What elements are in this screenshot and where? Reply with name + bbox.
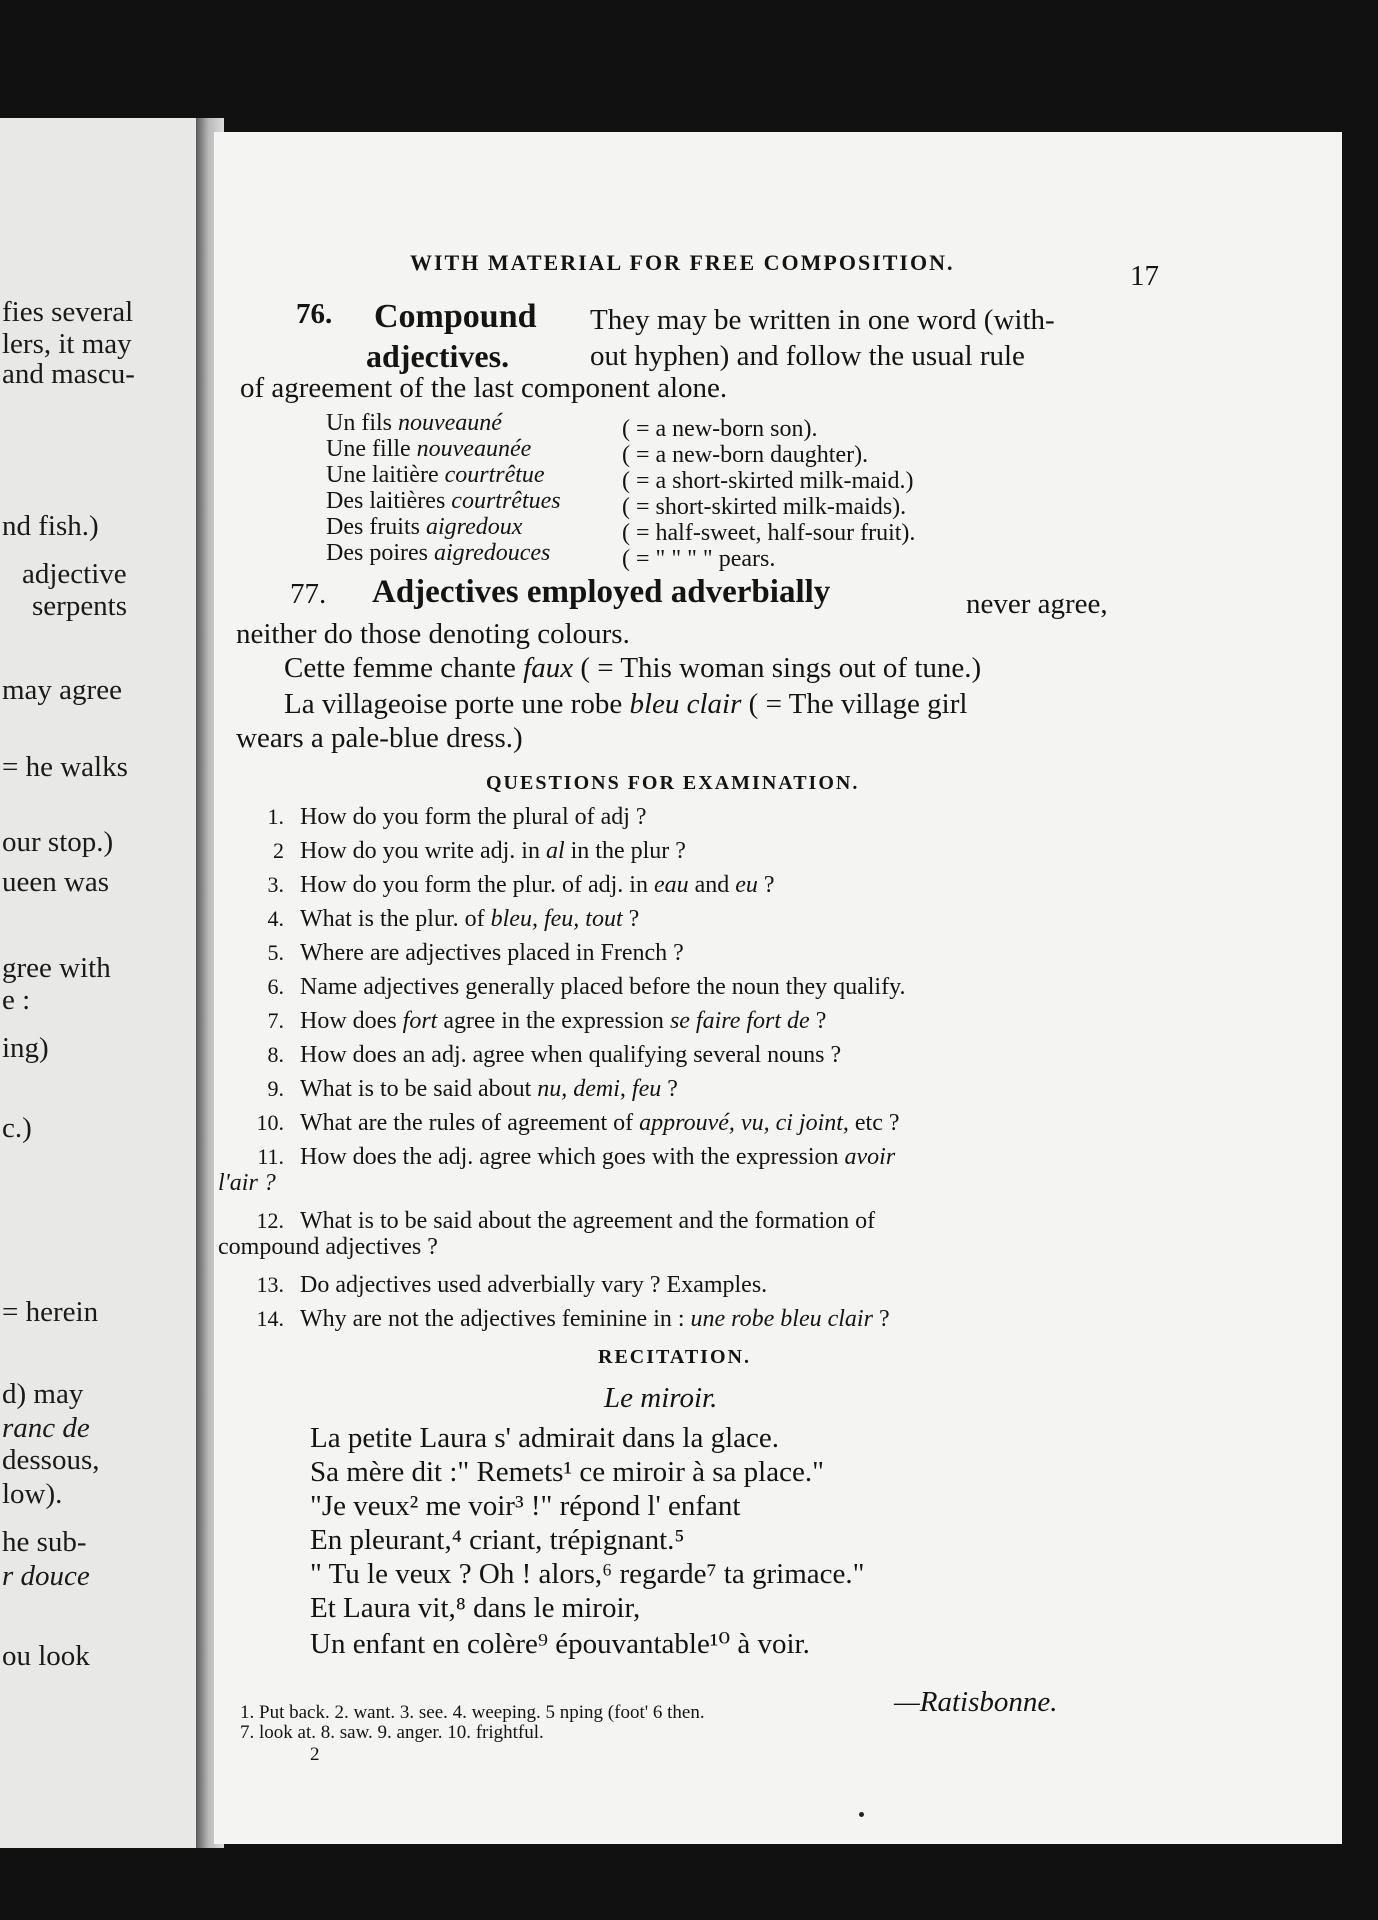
example-translation: ( = a new-born daughter). [622,442,869,468]
question-text: How does [300,1008,403,1034]
example-translation: ( = a new-born son). [622,416,818,442]
example-row: Une fille nouveaunée [326,436,532,462]
section-76-text: They may be written in one word (with- [590,304,1055,336]
question-number: 1. [267,804,284,829]
question-item [234,906,639,933]
running-title: WITH MATERIAL FOR FREE COMPOSITION. [410,250,955,275]
page-number: 17 [1130,260,1159,292]
question-text: in the plur ? [564,838,686,864]
question-text: and [688,872,736,898]
example-row: Une laitière courtrêtue [326,462,545,488]
question-item [234,974,906,1001]
question-text: avoir [844,1144,896,1170]
question-text: eau [653,872,689,898]
question-item [234,1208,875,1235]
poem-line: Un enfant en colère⁹ épouvantable¹⁰ à voir. [310,1628,810,1660]
ink-speck [859,1812,864,1817]
question-text: ? [661,1076,678,1102]
question-number: 13. [256,1272,284,1297]
question-item [234,940,684,967]
section-77-text: neither do those denoting colours. [236,618,630,650]
left-fragment: ueen was [2,866,110,898]
question-number: 2 [273,838,284,863]
example-translation: ( = a short-skirted milk-maid.) [622,468,914,494]
left-fragment: adjective [22,558,127,590]
question-number: 11. [257,1144,284,1169]
left-fragment: serpents [32,590,128,622]
left-fragment: dessous, [2,1444,100,1476]
question-number: 7. [267,1008,284,1033]
question-number: 14. [256,1306,284,1331]
left-fragment: our stop.) [2,826,114,858]
question-text: Do adjectives used adverbially vary ? Examples. [300,1272,768,1298]
question-text: al [545,838,565,864]
question-number: 6. [267,974,284,999]
question-item [234,1110,900,1137]
poem-line: Sa mère dit :" Remets¹ ce miroir à sa place." [310,1456,824,1488]
left-page-fragment [0,118,202,1848]
question-text: How does the adj. agree which goes with the expression [300,1144,845,1170]
question-text: agree in the expression [437,1008,670,1034]
question-text: se faire fort de [669,1008,810,1034]
question-text: How do you form the plur. of adj. in [300,872,654,898]
left-fragment: e : [2,984,31,1016]
question-text: What is to be said about the agreement and the formation of [300,1208,876,1234]
question-text: ? [809,1008,827,1034]
question-text: Where are adjectives placed in French ? [300,940,684,966]
section-76-text: out hyphen) and follow the usual rule [590,340,1025,372]
question-number: 10. [256,1110,284,1135]
poem-line: La petite Laura s' admirait dans la glace. [310,1422,780,1454]
poem-author: —Ratisbonne. [894,1686,1058,1718]
left-fragment: ing) [2,1032,49,1064]
question-text: bleu, feu, tout [490,906,623,932]
question-text: What is to be said about [300,1076,538,1102]
section-77-heading: Adjectives employed adverbially [372,574,831,610]
section-76-heading: Compound [374,298,537,335]
poem-line: " Tu le veux ? Oh ! alors,⁶ regarde⁷ ta grimace." [310,1558,865,1590]
example-translation: ( = short-skirted milk-maids). [622,494,907,520]
example-translation: ( = " " " " pears. [622,546,776,572]
question-item [234,838,686,865]
question-text: What are the rules of agreement of [300,1110,640,1136]
main-page [214,132,1342,1844]
question-item [234,872,775,899]
question-text: nu, demi, feu [537,1076,662,1102]
footnotes-line: 1. Put back. 2. want. 3. see. 4. weeping. 5 nping (foot' 6 then. [240,1702,705,1723]
question-item [234,1076,678,1103]
poem-line: Et Laura vit,⁸ dans le miroir, [310,1592,641,1624]
signature-mark: 2 [310,1744,320,1765]
footnotes-line: 7. look at. 8. saw. 9. anger. 10. frightful. [240,1722,544,1743]
left-fragment: ranc de [2,1412,90,1444]
poem-title: Le miroir. [604,1382,718,1414]
section-76-number: 76. [296,298,333,330]
question-text: compound adjectives ? [218,1234,438,1260]
question-item [234,804,647,831]
left-fragment: he sub- [2,1526,87,1558]
left-fragment: r douce [2,1560,90,1592]
question-text: etc ? [848,1110,900,1136]
section-76-heading: adjectives. [366,338,510,374]
question-continuation [218,1234,438,1261]
question-text: How do you write adj. in [300,838,546,864]
left-fragment: and mascu- [2,358,135,390]
left-fragment: gree with [2,952,111,984]
left-fragment: = herein [2,1296,99,1328]
question-continuation [218,1170,276,1197]
question-text: How does an adj. agree when qualifying several nouns ? [300,1042,842,1068]
section-77-example: wears a pale-blue dress.) [236,722,523,754]
example-row: Des fruits aigredoux [326,514,523,540]
questions-title: QUESTIONS FOR EXAMINATION. [486,772,860,794]
question-text: Name adjectives generally placed before the noun they qualify. [300,974,906,1000]
question-number: 3. [267,872,284,897]
left-fragment: c.) [2,1112,32,1144]
question-number: 8. [267,1042,284,1067]
question-text: approuvé, vu, ci joint, [639,1110,849,1136]
question-number: 12. [256,1208,284,1233]
question-item [234,1042,841,1069]
question-text: une robe bleu clair [690,1306,873,1332]
left-fragment: = he walks [2,751,128,783]
section-76-text: of agreement of the last component alone. [240,372,728,404]
question-text: Why are not the adjectives feminine in : [300,1306,691,1332]
poem-line: "Je veux² me voir³ !" répond l' enfant [310,1490,741,1522]
left-fragment: fies several [2,296,134,328]
example-row: Un fils nouveauné [326,410,502,436]
question-number: 9. [267,1076,284,1101]
question-number: 5. [267,940,284,965]
left-fragment: ou look [2,1640,90,1672]
question-text: l'air ? [218,1170,276,1196]
question-text: How do you form the plural of adj ? [300,804,647,830]
section-77-example: Cette femme chante faux ( = This woman sings out of tune.) [284,652,982,684]
question-text: eu [735,872,758,898]
question-item [234,1008,826,1035]
left-fragment: may agree [2,674,122,706]
left-fragment: low). [2,1478,63,1510]
example-row: Des poires aigredouces [326,540,551,566]
poem-line: En pleurant,⁴ criant, trépignant.⁵ [310,1524,685,1556]
question-text: fort [402,1008,438,1034]
left-fragment: nd fish.) [2,510,99,542]
recitation-title: RECITATION. [598,1346,751,1368]
question-item [234,1306,890,1333]
question-text: ? [622,906,640,932]
left-fragment: d) may [2,1378,84,1410]
question-number: 4. [267,906,284,931]
question-item [234,1272,767,1299]
section-77-example: La villageoise porte une robe bleu clair ( = The village girl [284,688,968,720]
question-item [234,1144,895,1171]
example-row: Des laitières courtrêtues [326,488,561,514]
question-text: What is the plur. of [300,906,491,932]
question-text: ? [757,872,775,898]
section-77-text: never agree, [966,588,1108,620]
left-fragment: lers, it may [2,328,132,360]
question-text: ? [872,1306,890,1332]
section-77-number: 77. [290,578,327,610]
example-translation: ( = half-sweet, half-sour fruit). [622,520,916,546]
